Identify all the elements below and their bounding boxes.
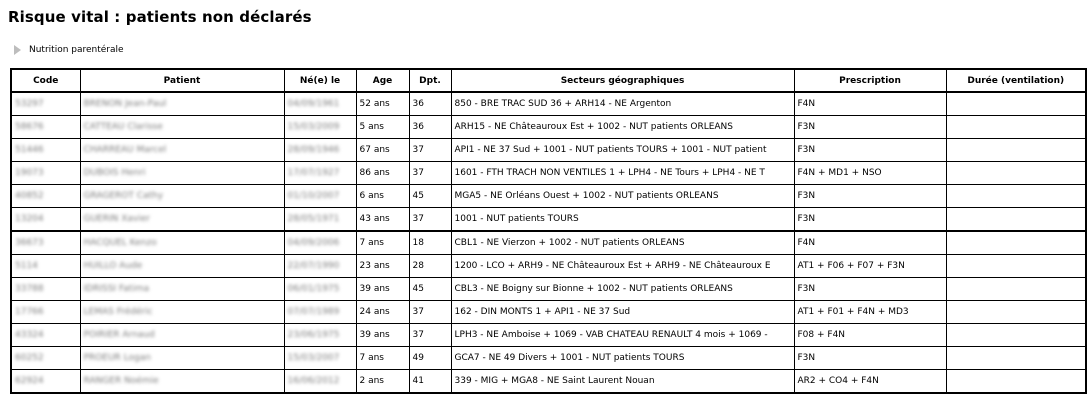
header-code[interactable]: Code: [11, 69, 80, 92]
cell-duree: [946, 208, 1086, 232]
cell-dpt: 18: [409, 231, 451, 255]
cell-age: 39 ans: [356, 278, 409, 301]
cell-patient: POIRIER Arnaud: [80, 324, 284, 347]
cell-code: 5114: [11, 255, 80, 278]
cell-duree: [946, 185, 1086, 208]
cell-duree: [946, 116, 1086, 139]
cell-prescription: F4N: [794, 92, 946, 116]
cell-secteurs: CBL1 - NE Vierzon + 1002 - NUT patients ORLEANS: [451, 231, 794, 255]
cell-duree: [946, 231, 1086, 255]
table-row[interactable]: [11, 370, 1086, 394]
cell-dpt: 49: [409, 347, 451, 370]
cell-prescription: F3N: [794, 208, 946, 232]
cell-code: 58676: [11, 116, 80, 139]
cell-born: 28/05/1971: [284, 208, 356, 232]
cell-age: 39 ans: [356, 324, 409, 347]
cell-duree: [946, 301, 1086, 324]
cell-dpt: 37: [409, 208, 451, 232]
cell-born: 15/03/2009: [284, 116, 356, 139]
cell-born: 06/01/1975: [284, 278, 356, 301]
table-row[interactable]: [11, 162, 1086, 185]
cell-code: 36673: [11, 231, 80, 255]
cell-dpt: 45: [409, 278, 451, 301]
table-row[interactable]: [11, 208, 1086, 232]
cell-code: 17766: [11, 301, 80, 324]
cell-duree: [946, 255, 1086, 278]
cell-code: 51446: [11, 139, 80, 162]
cell-secteurs: 1601 - FTH TRACH NON VENTILES 1 + LPH4 - NE Tours + LPH4 - NE T: [451, 162, 794, 185]
cell-prescription: F3N: [794, 116, 946, 139]
cell-secteurs: MGA5 - NE Orléans Ouest + 1002 - NUT patients ORLEANS: [451, 185, 794, 208]
cell-dpt: 41: [409, 370, 451, 394]
cell-born: 22/07/1990: [284, 255, 356, 278]
cell-prescription: F4N + MD1 + NSO: [794, 162, 946, 185]
table-row[interactable]: [11, 92, 1086, 116]
cell-code: 33788: [11, 278, 80, 301]
header-patient[interactable]: Patient: [80, 69, 284, 92]
header-born[interactable]: Né(e) le: [284, 69, 356, 92]
header-dpt[interactable]: Dpt.: [409, 69, 451, 92]
patients-table: [10, 68, 1087, 394]
cell-patient: GRAGEROT Cathy: [80, 185, 284, 208]
cell-age: 2 ans: [356, 370, 409, 394]
header-age[interactable]: Age: [356, 69, 409, 92]
cell-born: 07/07/1989: [284, 301, 356, 324]
cell-secteurs: API1 - NE 37 Sud + 1001 - NUT patients TOURS + 1001 - NUT patient: [451, 139, 794, 162]
header-prescription[interactable]: Prescription: [794, 69, 946, 92]
cell-age: 7 ans: [356, 347, 409, 370]
cell-prescription: F3N: [794, 347, 946, 370]
cell-born: 04/09/2006: [284, 231, 356, 255]
cell-code: 60252: [11, 347, 80, 370]
triangle-right-icon: [14, 45, 21, 55]
cell-age: 24 ans: [356, 301, 409, 324]
cell-dpt: 37: [409, 324, 451, 347]
table-row[interactable]: [11, 255, 1086, 278]
cell-age: 86 ans: [356, 162, 409, 185]
cell-duree: [946, 162, 1086, 185]
cell-secteurs: CBL3 - NE Boigny sur Bionne + 1002 - NUT patients ORLEANS: [451, 278, 794, 301]
cell-secteurs: 1001 - NUT patients TOURS: [451, 208, 794, 232]
table-row[interactable]: [11, 278, 1086, 301]
cell-born: 16/06/2012: [284, 370, 356, 394]
cell-secteurs: 850 - BRE TRAC SUD 36 + ARH14 - NE Argenton: [451, 92, 794, 116]
cell-prescription: AT1 + F06 + F07 + F3N: [794, 255, 946, 278]
cell-patient: CHARREAU Marcel: [80, 139, 284, 162]
cell-born: 01/10/2007: [284, 185, 356, 208]
cell-secteurs: LPH3 - NE Amboise + 1069 - VAB CHATEAU RENAULT 4 mois + 1069 -: [451, 324, 794, 347]
cell-dpt: 36: [409, 116, 451, 139]
cell-patient: RANGER Noémie: [80, 370, 284, 394]
cell-patient: PROEUR Logan: [80, 347, 284, 370]
cell-code: 19073: [11, 162, 80, 185]
cell-duree: [946, 139, 1086, 162]
cell-patient: LEMAS Frédéric: [80, 301, 284, 324]
table-row[interactable]: [11, 185, 1086, 208]
cell-born: 04/09/1961: [284, 92, 356, 116]
cell-duree: [946, 92, 1086, 116]
cell-patient: BRENON Jean-Paul: [80, 92, 284, 116]
header-duree[interactable]: Durée (ventilation): [946, 69, 1086, 92]
cell-secteurs: 1200 - LCO + ARH9 - NE Châteauroux Est + ARH9 - NE Châteauroux E: [451, 255, 794, 278]
cell-prescription: F3N: [794, 278, 946, 301]
cell-dpt: 28: [409, 255, 451, 278]
cell-code: 13204: [11, 208, 80, 232]
cell-dpt: 37: [409, 139, 451, 162]
cell-secteurs: ARH15 - NE Châteauroux Est + 1002 - NUT patients ORLEANS: [451, 116, 794, 139]
table-row[interactable]: [11, 139, 1086, 162]
cell-dpt: 37: [409, 301, 451, 324]
cell-age: 52 ans: [356, 92, 409, 116]
cell-code: 40852: [11, 185, 80, 208]
cell-prescription: F08 + F4N: [794, 324, 946, 347]
cell-born: 23/06/1975: [284, 324, 356, 347]
cell-patient: DUBOIS Henri: [80, 162, 284, 185]
cell-patient: CATTEAU Clarisse: [80, 116, 284, 139]
cell-prescription: F3N: [794, 139, 946, 162]
cell-duree: [946, 324, 1086, 347]
section-label: Nutrition parentérale: [29, 45, 124, 55]
table-row[interactable]: [11, 231, 1086, 255]
table-row[interactable]: [11, 324, 1086, 347]
cell-dpt: 37: [409, 162, 451, 185]
cell-secteurs: 339 - MIG + MGA8 - NE Saint Laurent Nouan: [451, 370, 794, 394]
cell-duree: [946, 278, 1086, 301]
cell-duree: [946, 370, 1086, 394]
cell-born: 17/07/1927: [284, 162, 356, 185]
cell-patient: GUERIN Xavier: [80, 208, 284, 232]
cell-age: 7 ans: [356, 231, 409, 255]
cell-age: 43 ans: [356, 208, 409, 232]
cell-age: 6 ans: [356, 185, 409, 208]
cell-patient: IDRISSI Fatima: [80, 278, 284, 301]
cell-born: 28/09/1946: [284, 139, 356, 162]
cell-patient: HACQUEL Kenzo: [80, 231, 284, 255]
cell-dpt: 45: [409, 185, 451, 208]
cell-code: 53297: [11, 92, 80, 116]
cell-secteurs: 162 - DIN MONTS 1 + API1 - NE 37 Sud: [451, 301, 794, 324]
cell-prescription: AR2 + CO4 + F4N: [794, 370, 946, 394]
cell-born: 15/03/2007: [284, 347, 356, 370]
cell-duree: [946, 347, 1086, 370]
section-nutrition-parenterale[interactable]: [14, 45, 124, 55]
table-header-row: [11, 69, 1086, 92]
cell-age: 23 ans: [356, 255, 409, 278]
cell-age: 67 ans: [356, 139, 409, 162]
page-title: Risque vital : patients non déclarés: [8, 8, 312, 26]
cell-prescription: F3N: [794, 185, 946, 208]
table-row[interactable]: [11, 347, 1086, 370]
table-row[interactable]: [11, 116, 1086, 139]
cell-code: 62924: [11, 370, 80, 394]
cell-prescription: F4N: [794, 231, 946, 255]
cell-code: 43324: [11, 324, 80, 347]
cell-age: 5 ans: [356, 116, 409, 139]
header-secteurs[interactable]: Secteurs géographiques: [451, 69, 794, 92]
cell-prescription: AT1 + F01 + F4N + MD3: [794, 301, 946, 324]
cell-secteurs: GCA7 - NE 49 Divers + 1001 - NUT patients TOURS: [451, 347, 794, 370]
cell-patient: HUILLO Aude: [80, 255, 284, 278]
table-row[interactable]: [11, 301, 1086, 324]
cell-dpt: 36: [409, 92, 451, 116]
